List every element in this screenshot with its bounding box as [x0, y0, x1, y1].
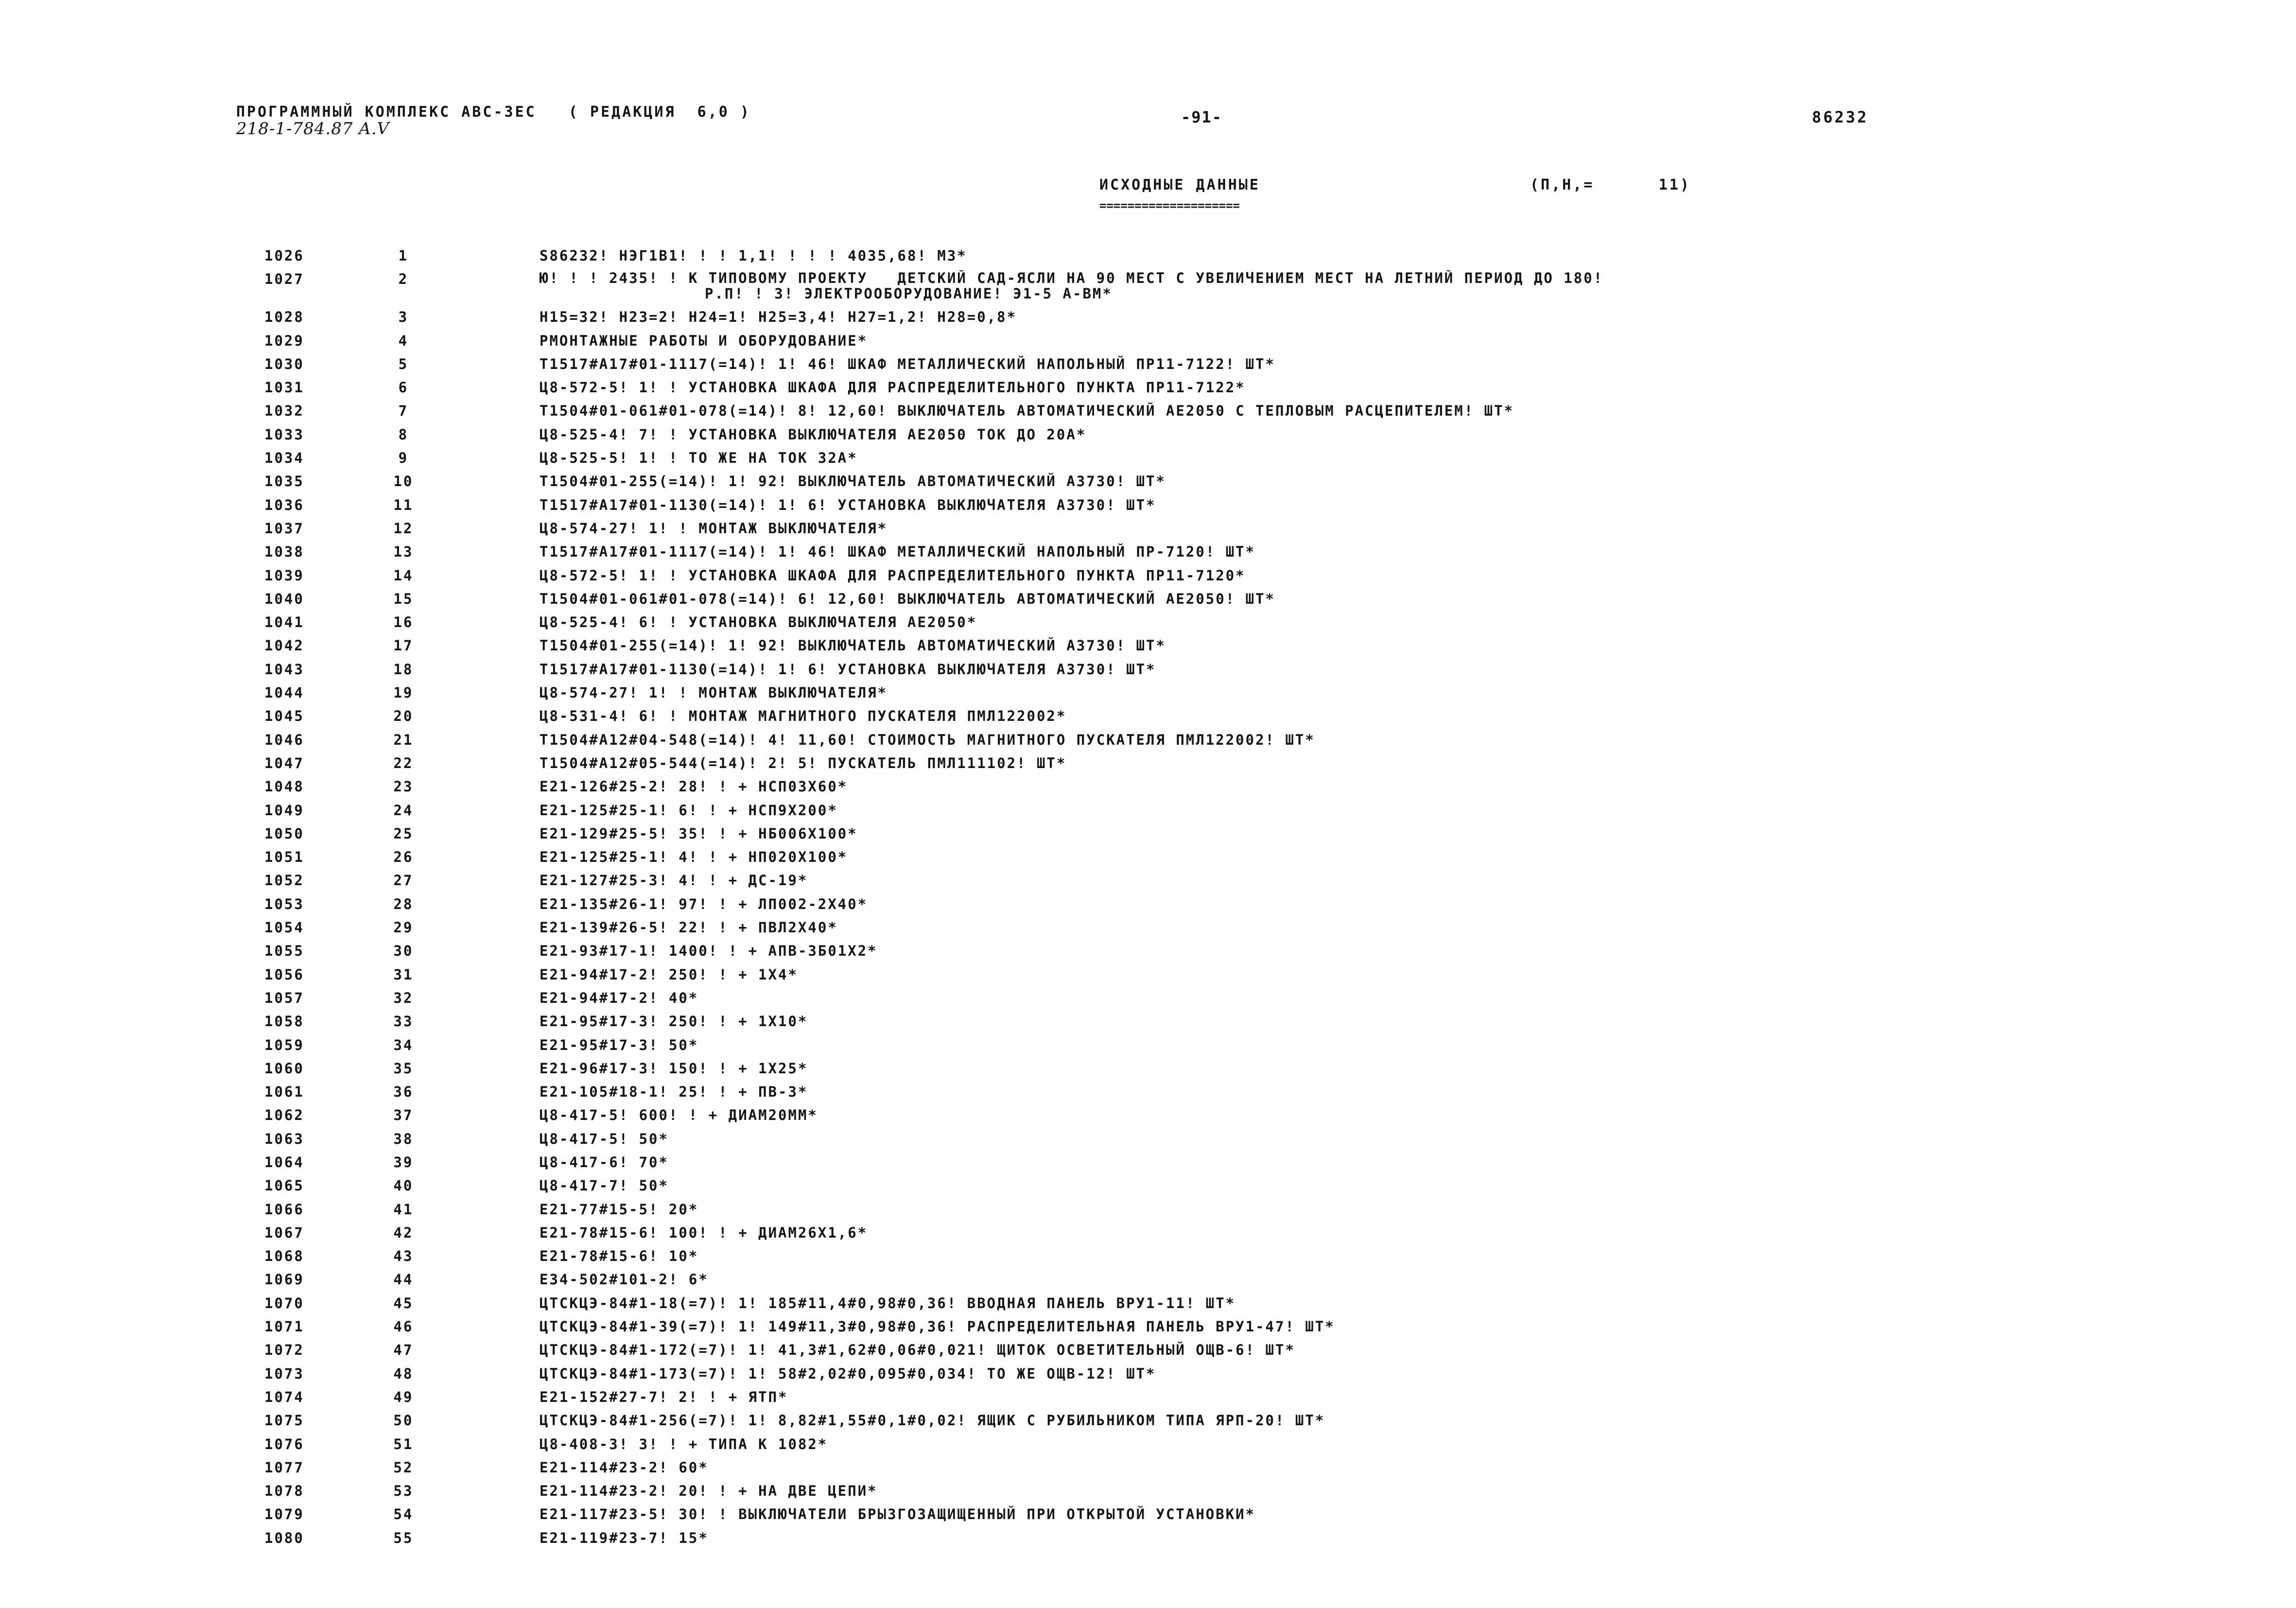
sequence-number: 7 [398, 402, 409, 419]
sequence-number: 26 [393, 849, 414, 866]
record-text-main: Е21-125#25-1! 4! ! + НП020Х100* [539, 849, 848, 866]
sequence-number: 14 [393, 567, 414, 584]
record-text-main: Ц8-574-27! 1! ! МОНТАЖ ВЫКЛЮЧАТЕЛЯ* [539, 684, 888, 701]
line-number: 1039 [264, 567, 304, 584]
record-text [539, 1292, 2270, 1315]
record-text-main: Ц8-417-6! 70* [539, 1154, 669, 1171]
record-text-main: Ц8-525-4! 6! ! УСТАНОВКА ВЫКЛЮЧАТЕЛЯ АЕ2050* [539, 614, 977, 631]
sequence-number: 47 [393, 1342, 414, 1359]
record-text-main: Е21-94#17-2! 250! ! + 1Х4* [539, 966, 798, 983]
line-number: 1034 [264, 450, 304, 467]
table-row [0, 775, 2296, 798]
sequence-number: 24 [393, 802, 414, 819]
line-number: 1070 [264, 1294, 304, 1311]
line-number: 1051 [264, 849, 304, 866]
record-text-main: Е21-96#17-3! 150! ! + 1Х25* [539, 1060, 808, 1077]
sequence-number: 16 [393, 614, 414, 631]
table-row [0, 1292, 2296, 1315]
record-text-main: Ц8-572-5! 1! ! УСТАНОВКА ШКАФА ДЛЯ РАСПРЕДЕЛИТЕЛЬНОГО ПУНКТА ПР11-7122* [539, 379, 1246, 396]
record-text [539, 728, 2270, 752]
record-text-main: Т1504#01-061#01-078(=14)! 6! 12,60! ВЫКЛЮЧАТЕЛЬ АВТОМАТИЧЕСКИЙ АЕ2050! ШТ* [539, 590, 1276, 607]
sequence-number: 23 [393, 778, 414, 795]
record-text-main: Е21-93#17-1! 1400! ! + АПВ-3Б01Х2* [539, 943, 878, 960]
line-number: 1041 [264, 614, 304, 631]
sequence-number: 17 [393, 637, 414, 654]
line-number: 1033 [264, 426, 304, 443]
record-text [539, 305, 2270, 329]
record-text-main: Е21-114#23-2! 60* [539, 1459, 709, 1476]
table-row [0, 939, 2296, 962]
line-number: 1065 [264, 1177, 304, 1194]
record-text-main: Ц8-574-27! 1! ! МОНТАЖ ВЫКЛЮЧАТЕЛЯ* [539, 520, 888, 537]
line-number: 1036 [264, 496, 304, 513]
record-text-main: ЦТСКЦЭ-84#1-172(=7)! 1! 41,3#1,62#0,06#0,021! ЩИТОК ОСВЕТИТЕЛЬНЫЙ ОЩВ-6! ШТ* [539, 1342, 1295, 1359]
record-text [539, 564, 2270, 587]
record-text [539, 1268, 2270, 1291]
record-text-main: Ц8-531-4! 6! ! МОНТАЖ МАГНИТНОГО ПУСКАТЕЛЯ ПМЛ122002* [539, 708, 1067, 725]
record-text-main: Т1517#А17#01-1117(=14)! 1! 46! ШКАФ МЕТАЛЛИЧЕСКИЙ НАПОЛЬНЫЙ ПР11-7122! ШТ* [539, 355, 1276, 372]
record-text [539, 1433, 2270, 1456]
record-text [539, 587, 2270, 611]
line-number: 1047 [264, 754, 304, 771]
table-row [0, 1127, 2296, 1151]
sequence-number: 9 [398, 450, 409, 467]
sequence-number: 21 [393, 731, 414, 748]
line-number: 1043 [264, 661, 304, 678]
sequence-number: 29 [393, 919, 414, 936]
record-text-main: Т1517#А17#01-1130(=14)! 1! 6! УСТАНОВКА ВЫКЛЮЧАТЕЛЯ А3730! ШТ* [539, 496, 1156, 513]
sequence-number: 11 [393, 496, 414, 513]
table-row [0, 1010, 2296, 1033]
sequence-number: 52 [393, 1459, 414, 1476]
table-row [0, 799, 2296, 822]
record-text-main: Ц8-408-3! 3! ! + ТИПА К 1082* [539, 1435, 828, 1452]
table-row [0, 1033, 2296, 1057]
record-text-main: Е21-94#17-2! 40* [539, 989, 699, 1006]
line-number: 1044 [264, 684, 304, 701]
record-text-main: Т1517#А17#01-1130(=14)! 1! 6! УСТАНОВКА ВЫКЛЮЧАТЕЛЯ А3730! ШТ* [539, 661, 1156, 678]
sequence-number: 45 [393, 1294, 414, 1311]
table-row [0, 1103, 2296, 1127]
line-number: 1075 [264, 1412, 304, 1429]
line-number: 1029 [264, 332, 304, 349]
table-row [0, 1244, 2296, 1268]
sequence-number: 38 [393, 1130, 414, 1147]
record-text [539, 611, 2270, 634]
record-text [539, 799, 2270, 822]
record-text-main: Е34-502#101-2! 6* [539, 1271, 709, 1288]
section-title: ИСХОДНЫЕ ДАННЫЕ [1099, 176, 1260, 193]
program-name: ПРОГРАММНЫЙ КОМПЛЕКС АВС-3ЕС [236, 104, 537, 121]
record-text [539, 1057, 2270, 1080]
line-number: 1049 [264, 802, 304, 819]
line-number: 1028 [264, 309, 304, 326]
table-row [0, 1503, 2296, 1526]
table-row [0, 1526, 2296, 1550]
table-row [0, 1221, 2296, 1244]
table-row [0, 658, 2296, 681]
record-text [539, 1315, 2270, 1338]
table-row [0, 1479, 2296, 1503]
record-text-main: Е21-129#25-5! 35! ! + НБ006Х100* [539, 825, 858, 842]
line-number: 1031 [264, 379, 304, 396]
sequence-number: 20 [393, 708, 414, 725]
table-row [0, 1433, 2296, 1456]
table-row [0, 267, 2296, 305]
page-number: -91- [1181, 108, 1223, 126]
table-row [0, 752, 2296, 775]
table-row [0, 1338, 2296, 1362]
record-text [539, 1221, 2270, 1244]
record-text-main: Ц8-525-5! 1! ! ТО ЖЕ НА ТОК 32А* [539, 450, 858, 467]
record-text [539, 845, 2270, 869]
sequence-number: 8 [398, 426, 409, 443]
document-code: 86232 [1812, 108, 1869, 126]
sequence-number: 44 [393, 1271, 414, 1288]
table-row [0, 446, 2296, 470]
line-number: 1032 [264, 402, 304, 419]
line-number: 1055 [264, 943, 304, 960]
program-header [236, 104, 751, 138]
record-text [539, 634, 2270, 657]
line-number: 1078 [264, 1483, 304, 1500]
record-text [539, 423, 2270, 446]
record-text [539, 869, 2270, 892]
record-text-main: Е21-78#15-6! 10* [539, 1248, 699, 1265]
line-number: 1058 [264, 1013, 304, 1030]
sequence-number: 5 [398, 355, 409, 372]
record-text [539, 916, 2270, 939]
record-text [539, 963, 2270, 986]
sequence-number: 37 [393, 1107, 414, 1124]
line-number: 1060 [264, 1060, 304, 1077]
table-row [0, 1151, 2296, 1174]
line-number: 1054 [264, 919, 304, 936]
project-reference: 218-1-784.87 A.V [236, 119, 390, 139]
record-text [539, 1151, 2270, 1174]
line-number: 1035 [264, 473, 304, 490]
sequence-number: 10 [393, 473, 414, 490]
table-row [0, 1362, 2296, 1385]
line-number: 1046 [264, 731, 304, 748]
line-number: 1076 [264, 1435, 304, 1452]
table-row [0, 1456, 2296, 1479]
sequence-number: 48 [393, 1365, 414, 1382]
record-text-main: Ц8-417-5! 600! ! + ДИАМ20ММ* [539, 1107, 818, 1124]
line-number: 1079 [264, 1506, 304, 1523]
table-row [0, 564, 2296, 587]
record-text-main: Ц8-525-4! 7! ! УСТАНОВКА ВЫКЛЮЧАТЕЛЯ АЕ2050 ТОК ДО 20А* [539, 426, 1087, 443]
table-row [0, 517, 2296, 540]
sequence-number: 49 [393, 1388, 414, 1405]
sequence-number: 22 [393, 754, 414, 771]
sequence-number: 34 [393, 1036, 414, 1053]
sequence-number: 18 [393, 661, 414, 678]
line-number: 1069 [264, 1271, 304, 1288]
record-text-main: Ц8-417-7! 50* [539, 1177, 669, 1194]
record-text [539, 540, 2270, 563]
record-text [539, 1174, 2270, 1197]
record-text [539, 1080, 2270, 1103]
sequence-number: 40 [393, 1177, 414, 1194]
record-text [539, 1127, 2270, 1151]
record-text-main: Е21-117#23-5! 30! ! ВЫКЛЮЧАТЕЛИ БРЫЗГОЗАЩИЩЕННЫЙ ПРИ ОТКРЫТОЙ УСТАНОВКИ* [539, 1506, 1256, 1523]
line-number: 1072 [264, 1342, 304, 1359]
table-row [0, 963, 2296, 986]
table-row [0, 1409, 2296, 1432]
record-text-main: Ц8-572-5! 1! ! УСТАНОВКА ШКАФА ДЛЯ РАСПРЕДЕЛИТЕЛЬНОГО ПУНКТА ПР11-7120* [539, 567, 1246, 584]
record-text [539, 270, 2270, 301]
record-text [539, 939, 2270, 962]
record-text [539, 1010, 2270, 1033]
record-text-main: Т1504#01-255(=14)! 1! 92! ВЫКЛЮЧАТЕЛЬ АВТОМАТИЧЕСКИЙ А3730! ШТ* [539, 473, 1166, 490]
record-text-main: ЦТСКЦЭ-84#1-18(=7)! 1! 185#11,4#0,98#0,36! ВВОДНАЯ ПАНЕЛЬ ВРУ1-11! ШТ* [539, 1294, 1236, 1311]
line-number: 1080 [264, 1529, 304, 1546]
record-text [539, 1198, 2270, 1221]
sequence-number: 54 [393, 1506, 414, 1523]
line-number: 1053 [264, 895, 304, 912]
record-text [539, 1244, 2270, 1268]
sequence-number: 6 [398, 379, 409, 396]
sequence-number: 3 [398, 309, 409, 326]
table-row [0, 986, 2296, 1010]
record-text [539, 1033, 2270, 1057]
record-text-main: S86232! НЭГ1В1! ! ! 1,1! ! ! ! 4035,68! МЗ* [539, 247, 967, 264]
sequence-number: 19 [393, 684, 414, 701]
sequence-number: 32 [393, 989, 414, 1006]
line-number: 1071 [264, 1318, 304, 1335]
sequence-number: 53 [393, 1483, 414, 1500]
table-row [0, 1080, 2296, 1103]
record-text [539, 329, 2270, 352]
table-row [0, 493, 2296, 517]
record-text [539, 704, 2270, 728]
record-text [539, 892, 2270, 916]
sequence-number: 31 [393, 966, 414, 983]
table-row [0, 244, 2296, 267]
record-text [539, 470, 2270, 493]
line-number: 1042 [264, 637, 304, 654]
table-row [0, 423, 2296, 446]
record-text [539, 681, 2270, 704]
sequence-number: 4 [398, 332, 409, 349]
sequence-number: 51 [393, 1435, 414, 1452]
record-text-main: Т1504#01-061#01-078(=14)! 8! 12,60! ВЫКЛЮЧАТЕЛЬ АВТОМАТИЧЕСКИЙ АЕ2050 С ТЕПЛОВЫМ РАСЦЕПИТЕЛЕМ! ШТ* [539, 402, 1514, 419]
record-text [539, 1385, 2270, 1409]
line-number: 1050 [264, 825, 304, 842]
record-text [539, 1503, 2270, 1526]
pn-value: 11) [1658, 176, 1691, 193]
sequence-number: 55 [393, 1529, 414, 1546]
record-text [539, 822, 2270, 845]
record-text [539, 658, 2270, 681]
table-row [0, 845, 2296, 869]
table-row [0, 916, 2296, 939]
record-text [539, 1338, 2270, 1362]
record-text-main: Ц8-417-5! 50* [539, 1130, 669, 1147]
sequence-number: 36 [393, 1084, 414, 1101]
table-row [0, 1057, 2296, 1080]
table-row [0, 540, 2296, 563]
table-row [0, 1198, 2296, 1221]
table-row [0, 728, 2296, 752]
table-row [0, 470, 2296, 493]
sequence-number: 42 [393, 1224, 414, 1241]
record-text-main: ЦТСКЦЭ-84#1-256(=7)! 1! 8,82#1,55#0,1#0,02! ЯЩИК С РУБИЛЬНИКОМ ТИПА ЯРП-20! ШТ* [539, 1412, 1325, 1429]
line-number: 1077 [264, 1459, 304, 1476]
table-row [0, 399, 2296, 422]
sequence-number: 25 [393, 825, 414, 842]
line-number: 1030 [264, 355, 304, 372]
record-text [539, 1479, 2270, 1503]
pn-label: (П,Н,= [1530, 176, 1595, 193]
table-row [0, 892, 2296, 916]
line-number: 1027 [264, 271, 304, 288]
record-text [539, 1456, 2270, 1479]
line-number: 1066 [264, 1201, 304, 1218]
table-row [0, 305, 2296, 329]
line-number: 1052 [264, 872, 304, 889]
table-row [0, 634, 2296, 657]
data-listing [0, 244, 2296, 1550]
line-number: 1026 [264, 247, 304, 264]
record-text [539, 752, 2270, 775]
record-text [539, 493, 2270, 517]
record-text [539, 1409, 2270, 1432]
record-text-main: ЦТСКЦЭ-84#1-173(=7)! 1! 58#2,02#0,095#0,034! ТО ЖЕ ОЩВ-12! ШТ* [539, 1365, 1156, 1382]
edition: ( РЕДАКЦИЯ 6,0 ) [568, 104, 751, 121]
record-text-main: ЦТСКЦЭ-84#1-39(=7)! 1! 149#11,3#0,98#0,36! РАСПРЕДЕЛИТЕЛЬНАЯ ПАНЕЛЬ ВРУ1-47! ШТ* [539, 1318, 1335, 1335]
record-text [539, 446, 2270, 470]
table-row [0, 1174, 2296, 1197]
record-text-main: Е21-77#15-5! 20* [539, 1201, 699, 1218]
table-row [0, 352, 2296, 376]
table-row [0, 1268, 2296, 1291]
line-number: 1056 [264, 966, 304, 983]
record-text-main: Е21-152#27-7! 2! ! + ЯТП* [539, 1388, 788, 1405]
line-number: 1038 [264, 543, 304, 560]
record-text [539, 1526, 2270, 1550]
record-text-main: Е21-126#25-2! 28! ! + НСП03Х60* [539, 778, 848, 795]
sequence-number: 46 [393, 1318, 414, 1335]
line-number: 1040 [264, 590, 304, 607]
line-number: 1045 [264, 708, 304, 725]
sequence-number: 2 [398, 271, 409, 288]
record-text [539, 352, 2270, 376]
table-row [0, 704, 2296, 728]
line-number: 1074 [264, 1388, 304, 1405]
table-row [0, 611, 2296, 634]
record-text [539, 986, 2270, 1010]
table-row [0, 1385, 2296, 1409]
line-number: 1063 [264, 1130, 304, 1147]
line-number: 1059 [264, 1036, 304, 1053]
sequence-number: 15 [393, 590, 414, 607]
record-text-main: Е21-139#26-5! 22! ! + ПВЛ2Х40* [539, 919, 838, 936]
sequence-number: 28 [393, 895, 414, 912]
record-text-main: Е21-105#18-1! 25! ! + ПВ-3* [539, 1084, 808, 1101]
table-row [0, 681, 2296, 704]
table-row [0, 587, 2296, 611]
record-text-main: Н15=32! Н23=2! Н24=1! Н25=3,4! Н27=1,2! Н28=0,8* [539, 309, 1017, 326]
sequence-number: 30 [393, 943, 414, 960]
table-row [0, 329, 2296, 352]
record-text [539, 1362, 2270, 1385]
table-row [0, 1315, 2296, 1338]
section-title-underline: ==================== [1099, 199, 1240, 212]
record-text [539, 376, 2270, 399]
line-number: 1067 [264, 1224, 304, 1241]
sequence-number: 1 [398, 247, 409, 264]
sequence-number: 39 [393, 1154, 414, 1171]
record-text-main: Е21-78#15-6! 100! ! + ДИАМ26Х1,6* [539, 1224, 868, 1241]
record-text-main: Т1504#А12#05-544(=14)! 2! 5! ПУСКАТЕЛЬ ПМЛ111102! ШТ* [539, 754, 1067, 771]
record-text-main: Е21-119#23-7! 15* [539, 1529, 709, 1546]
record-text-main: Т1504#А12#04-548(=14)! 4! 11,60! СТОИМОСТЬ МАГНИТНОГО ПУСКАТЕЛЯ ПМЛ122002! ШТ* [539, 731, 1315, 748]
line-number: 1073 [264, 1365, 304, 1382]
sequence-number: 33 [393, 1013, 414, 1030]
sequence-number: 12 [393, 520, 414, 537]
table-row [0, 822, 2296, 845]
table-row [0, 869, 2296, 892]
record-text-continuation: Р.П! ! 3! ЭЛЕКТРООБОРУДОВАНИЕ! Э1-5 А-ВМ* [705, 285, 1113, 302]
line-number: 1062 [264, 1107, 304, 1124]
record-text [539, 775, 2270, 798]
record-text [539, 244, 2270, 267]
record-text-main: Е21-95#17-3! 50* [539, 1036, 699, 1053]
sequence-number: 43 [393, 1248, 414, 1265]
table-row [0, 376, 2296, 399]
record-text [539, 399, 2270, 422]
sequence-number: 27 [393, 872, 414, 889]
line-number: 1061 [264, 1084, 304, 1101]
record-text-main: Е21-125#25-1! 6! ! + НСП9Х200* [539, 802, 838, 819]
line-number: 1037 [264, 520, 304, 537]
record-text-main: РМОНТАЖНЫЕ РАБОТЫ И ОБОРУДОВАНИЕ* [539, 332, 868, 349]
record-text-main: Т1504#01-255(=14)! 1! 92! ВЫКЛЮЧАТЕЛЬ АВТОМАТИЧЕСКИЙ А3730! ШТ* [539, 637, 1166, 654]
record-text-main: Е21-127#25-3! 4! ! + ДС-19* [539, 872, 808, 889]
sequence-number: 35 [393, 1060, 414, 1077]
record-text-main: Т1517#А17#01-1117(=14)! 1! 46! ШКАФ МЕТАЛЛИЧЕСКИЙ НАПОЛЬНЫЙ ПР-7120! ШТ* [539, 543, 1256, 560]
record-text-main: Ю! ! ! 2435! ! К ТИПОВОМУ ПРОЕКТУ ДЕТСКИЙ САД-ЯСЛИ НА 90 МЕСТ С УВЕЛИЧЕНИЕМ МЕСТ НА ЛЕТНИЙ ПЕРИОД ДО 180! [539, 270, 1604, 287]
line-number: 1057 [264, 989, 304, 1006]
line-number: 1064 [264, 1154, 304, 1171]
line-number: 1068 [264, 1248, 304, 1265]
sequence-number: 13 [393, 543, 414, 560]
sequence-number: 41 [393, 1201, 414, 1218]
record-text-main: Е21-114#23-2! 20! ! + НА ДВЕ ЦЕПИ* [539, 1483, 878, 1500]
record-text [539, 517, 2270, 540]
record-text [539, 1103, 2270, 1127]
pn-indicator [1530, 177, 1691, 193]
record-text-main: Е21-95#17-3! 250! ! + 1Х10* [539, 1013, 808, 1030]
line-number: 1048 [264, 778, 304, 795]
sequence-number: 50 [393, 1412, 414, 1429]
record-text-main: Е21-135#26-1! 97! ! + ЛП002-2Х40* [539, 895, 868, 912]
